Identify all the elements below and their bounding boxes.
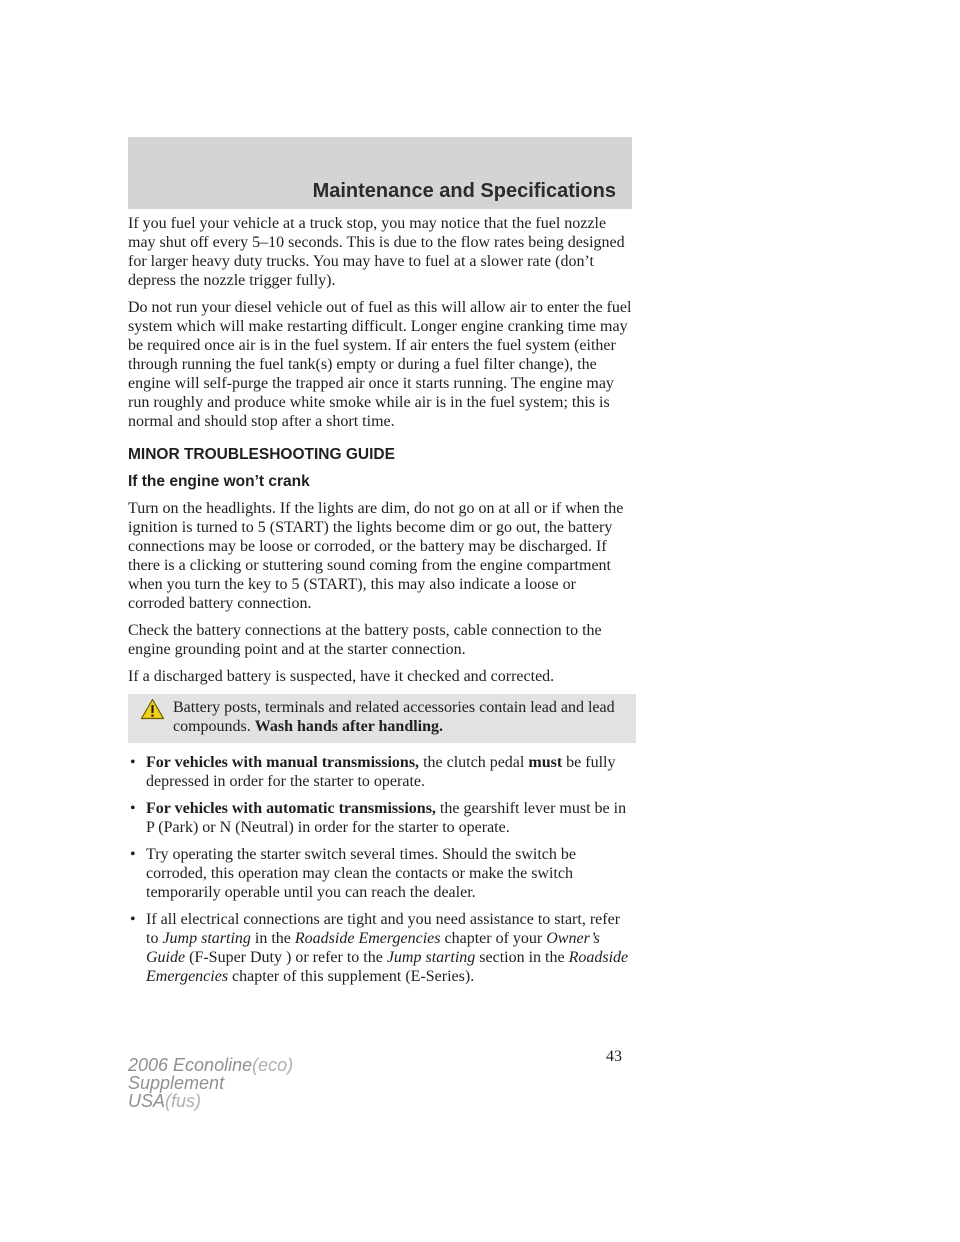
page-content bbox=[128, 214, 636, 994]
bullet-dot: • bbox=[130, 754, 136, 771]
warning-box bbox=[128, 694, 636, 743]
footer-line-market: USA(fus) bbox=[128, 1091, 202, 1111]
paragraph-truck-stop: If you fuel your vehicle at a truck stop, you may notice that the fuel nozzle may shut off every 5–10 seconds. This is due to the flow rates being designed for larger heavy duty trucks. You may have to fuel at a slower rate (don’t depress the nozzle trigger fully). bbox=[128, 215, 625, 289]
footer-line-supplement: Supplement bbox=[128, 1073, 225, 1093]
warning-text: Battery posts, terminals and related accessories contain lead and lead compounds. Wash hands after handling. bbox=[173, 699, 615, 735]
header-band bbox=[128, 137, 632, 209]
footer-identifier bbox=[128, 1056, 293, 1110]
reference-roadside-emergencies: Roadside Emergencies bbox=[294, 930, 441, 947]
warning-emphasis: Wash hands after handling. bbox=[254, 718, 443, 735]
troubleshooting-list bbox=[128, 753, 636, 986]
list-item: • For vehicles with manual transmissions, the clutch pedal must be fully depressed in order for the starter to operate. bbox=[130, 754, 616, 790]
list-item: • For vehicles with automatic transmissions, the gearshift lever must be in P (Park) or N (Neutral) in order for the starter to operate. bbox=[130, 800, 627, 836]
bullet-dot: • bbox=[130, 846, 136, 863]
bullet-dot: • bbox=[130, 800, 136, 817]
list-item: • If all electrical connections are tight and you need assistance to start, refer to Jump starting in the Roadside Emergencies chapter of your Owner’s Guide (F-Super Duty ) or refer to the Jump starting section in the Roadside Emergencies chapter of this supplement (E-Series). bbox=[130, 911, 629, 985]
bullet-dot: • bbox=[130, 911, 136, 928]
reference-owners-guide: Owner’s Guide bbox=[146, 930, 600, 966]
heading-troubleshooting: MINOR TROUBLESHOOTING GUIDE bbox=[128, 446, 395, 463]
reference-jump-starting: Jump starting bbox=[162, 930, 251, 947]
list-item: • Try operating the starter switch several times. Should the switch be corroded, this operation may clean the contacts or make the switch temporarily operable until you can reach the dealer. bbox=[130, 846, 576, 901]
paragraph-check-connections: Check the battery connections at the battery posts, cable connection to the engine grounding point and at the starter connection. bbox=[128, 622, 602, 658]
reference-jump-starting: Jump starting bbox=[386, 949, 476, 966]
paragraph-discharged-battery: If a discharged battery is suspected, have it checked and corrected. bbox=[128, 668, 555, 685]
reference-roadside-emergencies: Roadside Emergencies bbox=[146, 949, 629, 985]
section-title: Maintenance and Specifications bbox=[312, 180, 616, 202]
subheading-engine-wont-crank: If the engine won’t crank bbox=[128, 473, 310, 490]
footer-line-model: 2006 Econoline(eco) bbox=[128, 1055, 294, 1075]
paragraph-headlights: Turn on the headlights. If the lights are dim, do not go on at all or if when the ignition is turned to 5 (START) the lights become dim or go out, the battery connections may be loose or corroded, or the battery may be discharged. If there is a clicking or stuttering sound coming from the engine compartment when you turn the key to 5 (START), this may also indicate a loose or corroded battery connection. bbox=[128, 500, 624, 612]
warning-triangle-icon bbox=[140, 698, 165, 720]
paragraph-out-of-fuel: Do not run your diesel vehicle out of fuel as this will allow air to enter the fuel system which will make restarting difficult. Longer engine cranking time may be required once air is in the fuel system. If air enters the fuel system (either through running the fuel tank(s) empty or during a fuel filter change), the engine will self-purge the trapped air once it starts running. The engine may run roughly and produce white smoke while air is in the fuel system; this is normal and should stop after a short time. bbox=[128, 299, 632, 430]
page-number: 43 bbox=[606, 1048, 622, 1065]
